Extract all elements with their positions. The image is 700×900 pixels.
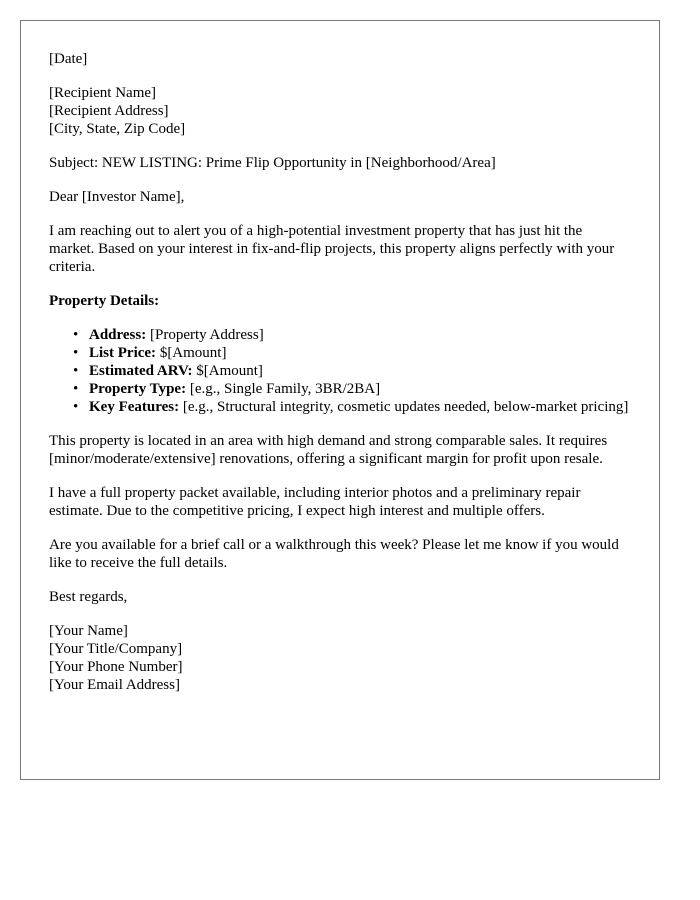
bullet-icon: • bbox=[73, 363, 79, 379]
detail-label-property-type: Property Type: bbox=[89, 381, 187, 397]
detail-label-estimated-arv: Estimated ARV: bbox=[89, 363, 193, 379]
call-block bbox=[49, 536, 631, 572]
packet-block bbox=[49, 484, 631, 520]
packet-paragraph: I have a full property packet available, including interior photos and a preliminary repair estimate. Due to the competitive pricing, I expect high interest and multiple offers. bbox=[49, 485, 581, 519]
signature-email: [Your Email Address] bbox=[49, 677, 180, 693]
detail-value-property-type: [e.g., Single Family, 3BR/2BA] bbox=[186, 381, 381, 397]
salutation: Dear [Investor Name], bbox=[49, 189, 185, 205]
location-paragraph: This property is located in an area with high demand and strong comparable sales. It requires [minor/moderate/extensive] renovations, offering a significant margin for profit upon resale. bbox=[49, 433, 608, 467]
closing: Best regards, bbox=[49, 589, 128, 605]
closing-block bbox=[49, 588, 631, 606]
property-details-list bbox=[49, 326, 631, 416]
signature-phone: [Your Phone Number] bbox=[49, 659, 183, 675]
list-item bbox=[73, 344, 631, 362]
detail-value-list-price: $[Amount] bbox=[156, 345, 227, 361]
letter-document bbox=[20, 20, 660, 780]
list-item bbox=[73, 362, 631, 380]
list-item bbox=[73, 380, 631, 398]
salutation-block bbox=[49, 188, 631, 206]
list-item bbox=[73, 398, 631, 416]
intro-block bbox=[49, 222, 631, 276]
date-line: [Date] bbox=[49, 51, 88, 67]
bullet-icon: • bbox=[73, 327, 79, 343]
bullet-icon: • bbox=[73, 381, 79, 397]
recipient-city-state-zip: [City, State, Zip Code] bbox=[49, 121, 186, 137]
signature-name: [Your Name] bbox=[49, 623, 128, 639]
recipient-block bbox=[49, 84, 631, 138]
list-item bbox=[73, 326, 631, 344]
bullet-icon: • bbox=[73, 399, 79, 415]
detail-label-list-price: List Price: bbox=[89, 345, 157, 361]
detail-value-key-features: [e.g., Structural integrity, cosmetic updates needed, below-market pricing] bbox=[179, 399, 629, 415]
intro-paragraph: I am reaching out to alert you of a high-potential investment property that has just hit the market. Based on your interest in fix-and-flip projects, this property aligns perfectly with your criteria. bbox=[49, 223, 615, 275]
detail-label-key-features: Key Features: bbox=[89, 399, 180, 415]
date-block bbox=[49, 50, 631, 68]
call-paragraph: Are you available for a brief call or a walkthrough this week? Please let me know if you would like to receive the full details. bbox=[49, 537, 619, 571]
recipient-address: [Recipient Address] bbox=[49, 103, 169, 119]
location-block bbox=[49, 432, 631, 468]
details-heading-block bbox=[49, 292, 631, 310]
signature-block bbox=[49, 622, 631, 694]
recipient-name: [Recipient Name] bbox=[49, 85, 157, 101]
detail-value-estimated-arv: $[Amount] bbox=[192, 363, 263, 379]
signature-title-company: [Your Title/Company] bbox=[49, 641, 183, 657]
subject-block bbox=[49, 154, 631, 172]
bullet-icon: • bbox=[73, 345, 79, 361]
detail-label-address: Address: bbox=[89, 327, 147, 343]
subject-line: Subject: NEW LISTING: Prime Flip Opportunity in [Neighborhood/Area] bbox=[49, 155, 496, 171]
detail-value-address: [Property Address] bbox=[146, 327, 264, 343]
details-heading: Property Details: bbox=[49, 293, 160, 309]
